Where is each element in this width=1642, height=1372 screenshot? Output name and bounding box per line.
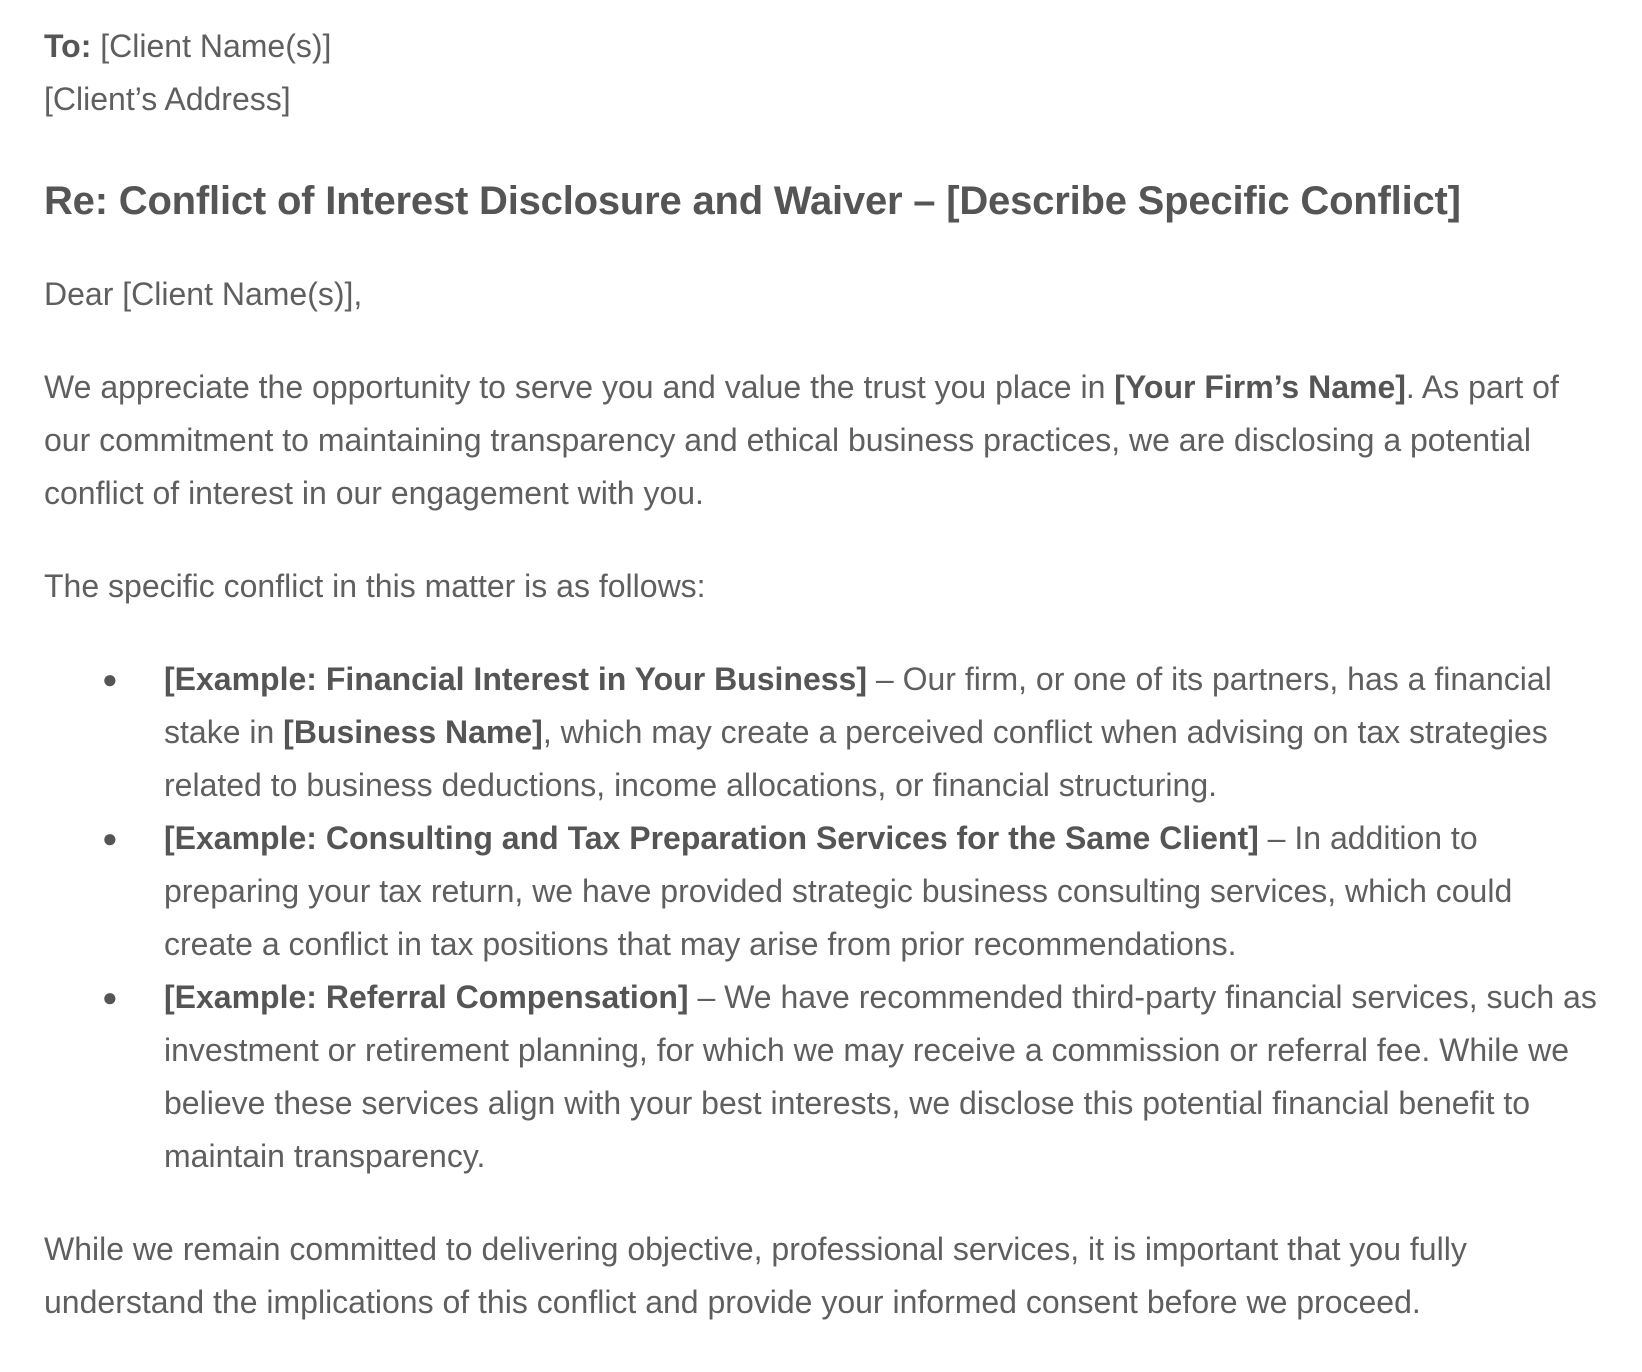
client-name: [Client Name(s)] [91,28,332,64]
intro-text-before: We appreciate the opportunity to serve you and value the trust you place in [44,369,1115,405]
conflict-list [44,653,1602,1183]
list-item [102,812,1602,971]
subject-heading: Re: Conflict of Interest Disclosure and Waiver – [Describe Specific Conflict] [44,179,1461,223]
conflict-text: – We have recommended third-party financial services, such as investment or retirement planning, for which we may receive a commission or referral fee. While we believe these services align with your best interests, we disclose this potential financial benefit to maintain transparency. [164,979,1597,1174]
firm-name: [Your Firm’s Name] [1114,369,1406,405]
bullet-icon: ● [102,982,118,1012]
recipient-line [44,20,1602,73]
conflict-text: – Our firm, or one of its partners, has a financial stake in [164,661,1552,750]
intro-text-after: . As part of our commitment to maintaining transparency and ethical business practices, we are disclosing a potential conflict of interest in our engagement with you. [44,369,1559,511]
bullet-icon: ● [102,664,118,694]
conflict-text: , which may create a perceived conflict when advising on tax strategies related to business deductions, income allocations, or financial structuring. [164,714,1548,803]
conflict-title: [Example: Referral Compensation] [164,979,689,1015]
conflict-text: – In addition to preparing your tax return, we have provided strategic business consulting services, which could create a conflict in tax positions that may arise from prior recommendations. [164,820,1513,962]
salutation: Dear [Client Name(s)], [44,276,363,312]
conflict-lead: The specific conflict in this matter is as follows: [44,568,706,604]
intro-paragraph [44,361,1602,520]
conflict-title: [Example: Financial Interest in Your Business] [164,661,867,697]
bullet-icon: ● [102,823,118,853]
client-address: [Client’s Address] [44,81,291,117]
to-label: To: [44,28,92,64]
list-item [102,971,1602,1183]
business-name: [Business Name] [283,714,543,750]
closing-paragraph: While we remain committed to delivering objective, professional services, it is important that you fully understand the implications of this conflict and provide your informed consent before we proceed. [44,1231,1467,1320]
conflict-title: [Example: Consulting and Tax Preparation Services for the Same Client] [164,820,1259,856]
list-item [102,653,1602,812]
